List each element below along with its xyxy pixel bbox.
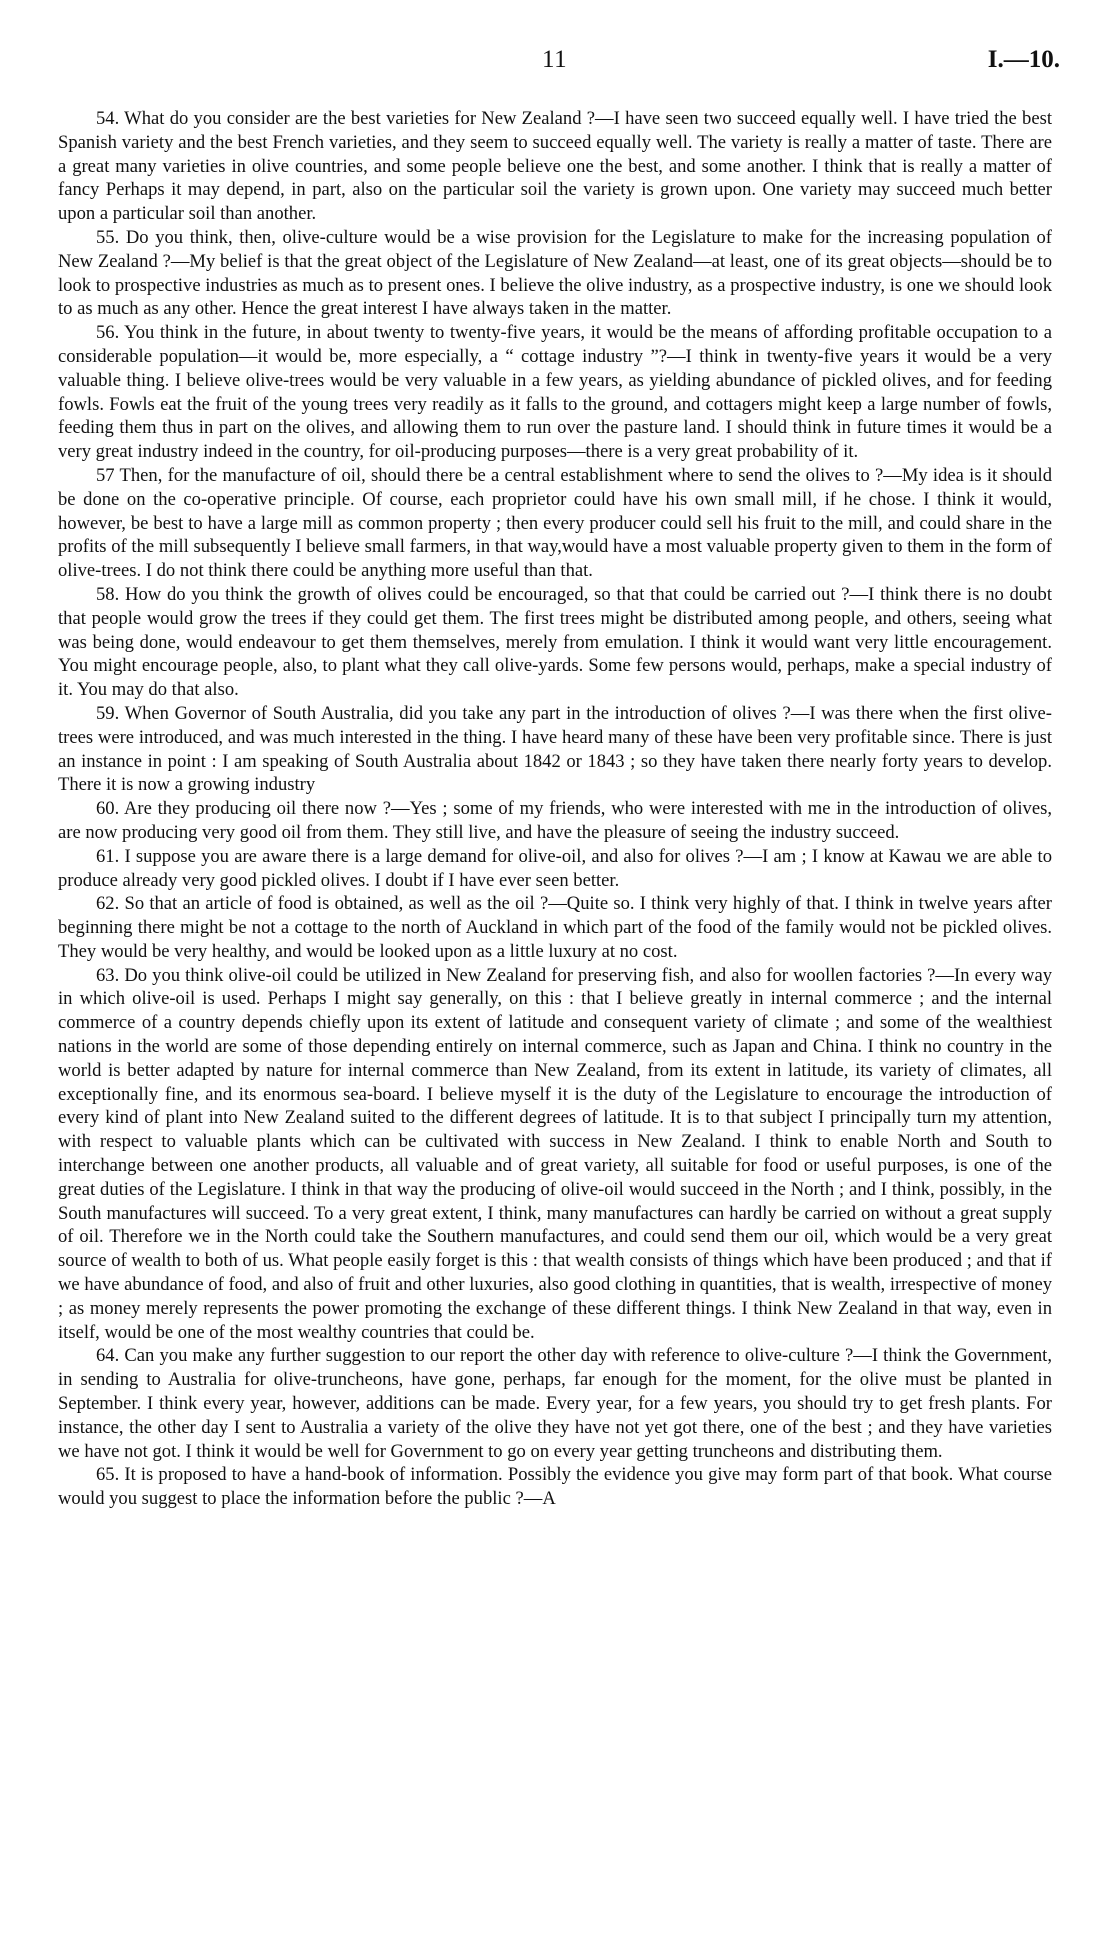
paragraph-q60: 60. Are they producing oil there now ?—Yes ; some of my friends, who were interested with me in the introduction of olives, are now producing very good oil from them. They still live, and have the pleasure of seeing the industry succeed.: [58, 798, 1052, 843]
body-text: [58, 107, 1052, 1511]
paragraph-q65: 65. It is proposed to have a hand-book of information. Possibly the evidence you give may form part of that book. What course would you suggest to place the information before the public ?—A: [58, 1464, 1052, 1510]
paragraph-q61: 61. I suppose you are aware there is a large demand for olive-oil, and also for olives ?—I am ; I know at Kawau we are able to produce already very good pickled olives. I doubt if I have ever seen better.: [58, 845, 1052, 891]
paragraph-q54: 54. What do you consider are the best varieties for New Zealand ?—I have seen two succeed equally well. I have tried the best Spanish variety and the best French varieties, and they seem to succeed equally well. The variety is really a matter of taste. There are a great many varieties in olive countries, and some people believe one the best, and some another. I think that is really a matter of fancy Perhaps it may depend, in part, also on the particular soil the variety is grown upon. One variety may succeed much better upon a particular soil than another.: [58, 108, 1052, 225]
paragraph-q57: 57 Then, for the manufacture of oil, should there be a central establishment where to send the olives to ?—My idea is it should be done on the co-operative principle. Of course, each proprietor could have his own small mill, if he chose. I think it would, however, be best to have a large mill as common property ; then every producer could sell his fruit to the mill, and could share in the profits of the mill subsequently I believe small farmers, in that way,would have a most valuable property given to them in the form of olive-trees. I do not think there could be anything more useful than that.: [58, 464, 1052, 582]
paragraph-q63: 63. Do you think olive-oil could be utilized in New Zealand for preserving fish, and also for woollen factories ?—In every way in which olive-oil is used. Perhaps I might say generally, on this : that I believe greatly in internal commerce ; and the internal commerce of a country depends chiefly upon its extent of latitude and consequent variety of climate ; and some of the wealthiest nations in the world are some of those depending entirely on internal commerce, such as Japan and China. I think no country in the world is better adapted by nature for internal commerce than New Zealand, from its extent in latitude, its variety of climates, all exceptionally fine, and its enormous sea-board. I believe myself it is the duty of the Legislature to encourage the introduction of every kind of plant into New Zealand suited to the different degrees of latitude. It is to that subject I principally turn my attention, with respect to valuable plants which can be cultivated with success in New Zealand. I think to enable North and South to interchange between one another products, all valuable and of great variety, all suitable for food or useful purposes, is one of the great duties of the Legislature. I think in that way the producing of olive-oil would succeed in the North ; and I think, possibly, in the South manufactures will succeed. To a very great extent, I think, many manufactures can hardly be carried on without a great supply of oil. Therefore we in the North could take the Southern manufactures, and could send them our oil, which would be a very great source of wealth to both of us. What people easily forget is this : that wealth consists of things which have been produced ; and that if we have abundance of food, and also of fruit and other luxuries, also good clothing in quantities, that is wealth, irrespective of money ; as money merely represents the power promoting the exchange of these different things. I think New Zealand in that way, even in itself, would be one of the most wealthy countries that could be.: [58, 964, 1052, 1343]
document-reference: I.—10.: [987, 46, 1060, 73]
paragraph-q62: 62. So that an article of food is obtained, as well as the oil ?—Quite so. I think very highly of that. I think in twelve years after beginning there might be not a cottage to the north of Auckland in which part of the food of the family would not be pickled olives. They would be very healthy, and would be looked upon as a little luxury at no cost.: [58, 893, 1052, 962]
paragraph-q58: 58. How do you think the growth of olives could be encouraged, so that that could be carried out ?—I think there is no doubt that people would grow the trees if they could get them. The first trees might be distributed among people, and others, seeing what was being done, would endeavour to get them themselves, merely from emulation. I think it would want very little encouragement. You might encourage people, also, to plant what they call olive-yards. Some few persons would, perhaps, make a special industry of it. You may do that also.: [58, 583, 1052, 701]
paragraph-q59: 59. When Governor of South Australia, did you take any part in the introduction of olives ?—I was there when the first olive-trees were introduced, and was much interested in the thing. I have heard many of these have been very profitable since. There is just an instance in point : I am speaking of South Australia about 1842 or 1843 ; so they have taken there nearly forty years to develop. There it is now a growing industry: [58, 702, 1052, 796]
paragraph-q64: 64. Can you make any further suggestion to our report the other day with reference to olive-culture ?—I think the Government, in sending to Australia for olive-truncheons, have gone, perhaps, far enough for the moment, for the olive must be planted in September. I think every year, however, additions can be made. Every year, for a few years, you should try to get fresh plants. For instance, the other day I sent to Australia a variety of the olive they have not yet got there, one of the best ; and they have varieties we have not got. I think it would be well for Government to go on every year getting truncheons and distributing them.: [58, 1345, 1052, 1462]
page-number: 11: [542, 46, 568, 73]
paragraph-q56: 56. You think in the future, in about twenty to twenty-five years, it would be the means of affording profitable occupation to a considerable population—it would be, more especially, a “ cottage industry ”?—I think in twenty-five years it would be a very valuable thing. I believe olive-trees would be very valuable in a few years, as yielding abundance of pickled olives, and for feeding fowls. Fowls eat the fruit of the young trees very readily as it falls to the ground, and cottagers might keep a large number of fowls, feeding them thus in part on the olives, and allowing them to run over the pasture land. I should think in future times it would be a very great industry indeed in the country, for oil-producing purposes—there is a very great probability of it.: [58, 322, 1052, 463]
paragraph-q55: 55. Do you think, then, olive-culture would be a wise provision for the Legislature to make for the increasing population of New Zealand ?—My belief is that the great object of the Legislature of New Zealand—at least, one of its great objects—should be to look to prospective industries as much as to present ones. I believe the olive industry, as a prospective industry, is one we should look to as much as any other. Hence the great interest I have always taken in the matter.: [58, 226, 1052, 320]
